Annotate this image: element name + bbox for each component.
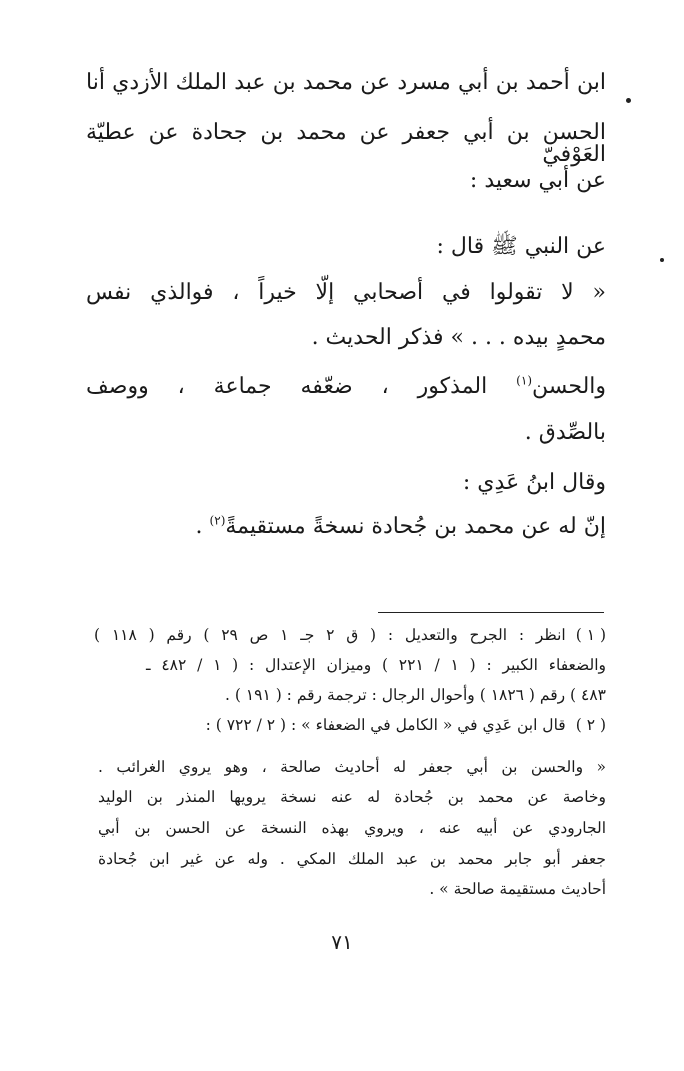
footnote-2-quote: أحاديث مستقيمة صالحة » . <box>429 880 606 898</box>
statement-line <box>86 373 607 399</box>
footnote-2-quote: جعفر أبو جابر محمد بن عبد الملك المكي . وله عن غير ابن جُحادة <box>98 850 606 868</box>
statement-pre: والحسن <box>532 374 607 399</box>
footnote-2-quote: الجارودي عن أبيه عنه ، ويروي بهذه النسخة عن الحسن بن أبي <box>98 819 606 837</box>
footnote-text: قال ابن عَدِي في « الكامل في الضعفاء » : ( ٢ / ٧٢٢ ) : <box>205 716 566 734</box>
footnote-ref-2: (٢) <box>209 513 226 528</box>
footnote-rule <box>378 612 604 613</box>
body-line: ابن أحمد بن أبي مسرد عن محمد بن عبد الملك الأزدي أنا <box>86 70 606 95</box>
quote-intro: وقال ابنُ عَدِي : <box>462 470 606 495</box>
footnote-1-line <box>94 628 606 644</box>
hadith-text: محمدٍ بيده . . . » فذكر الحديث . <box>311 325 606 350</box>
quote-main: إنّ له عن محمد بن جُحادة نسخةً مستقيمةً <box>225 514 606 539</box>
quote-text <box>195 513 606 539</box>
quote-end: . <box>195 514 203 539</box>
margin-dot <box>660 258 664 262</box>
hadith-text: « لا تقولوا في أصحابي إلّا خيراً ، فوالذي نفس <box>86 280 606 305</box>
footnote-number: ( ٢ ) <box>575 716 606 734</box>
footnote-1-line: والضعفاء الكبير : ( ١ / ٢٢١ ) وميزان الإعتدال : ( ١ / ٤٨٢ ـ <box>146 656 606 674</box>
statement-line: بالصِّدق . <box>524 420 606 445</box>
footnote-2-quote: وخاصة عن محمد بن جُحادة له عنه نسخة يرويها المنذر بن الوليد <box>98 788 606 806</box>
hadith-intro: عن النبي ﷺ قال : <box>436 234 606 259</box>
page-number: ٧١ <box>331 930 353 954</box>
footnote-number: ( ١ ) <box>575 626 607 644</box>
body-line: عن أبي سعيد : <box>469 168 606 193</box>
footnote-2-line <box>206 718 606 734</box>
footnote-text: انظر : الجرح والتعديل : ( ق ٢ جـ ١ ص ٢٩ ) رقم ( ١١٨ ) <box>94 626 566 644</box>
footnote-ref-1: (١) <box>516 373 532 388</box>
footnote-2-quote: « والحسن بن أبي جعفر له أحاديث صالحة ، وهو يروي الغرائب . <box>98 758 606 776</box>
margin-dot <box>626 98 631 103</box>
statement-post: المذكور ، ضعّفه جماعة ، ووصف <box>86 374 488 399</box>
body-line: الحسن بن أبي جعفر عن محمد بن جحادة عن عطيّة العَوْفيّ <box>86 120 606 167</box>
footnote-1-line: ٤٨٣ ) رقم ( ١٨٢٦ ) وأحوال الرجال : ترجمة رقم : ( ١٩١ ) . <box>224 686 606 704</box>
